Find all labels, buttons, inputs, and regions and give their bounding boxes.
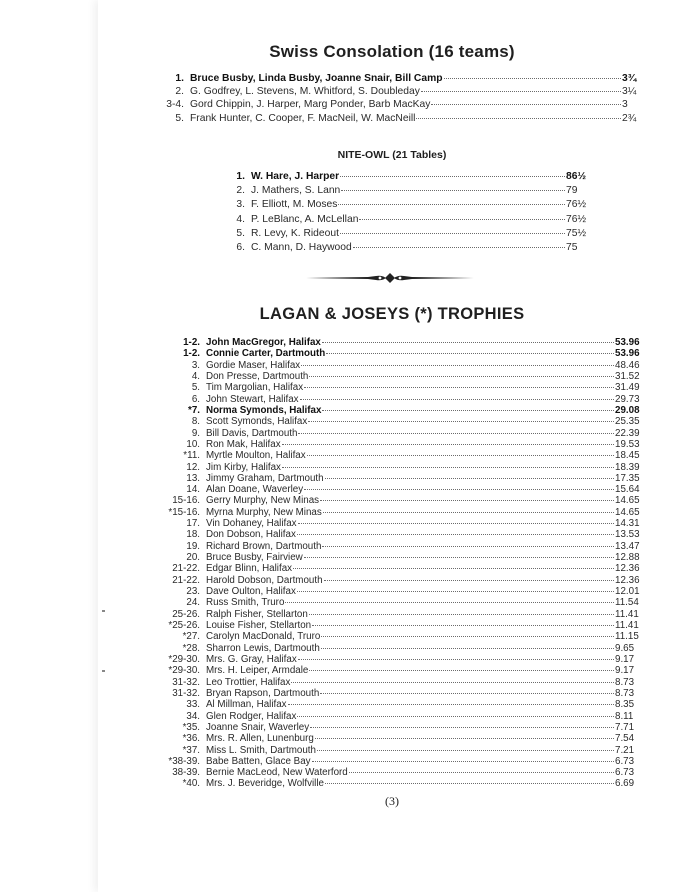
- result-row: [222, 171, 592, 183]
- result-row: [152, 711, 644, 723]
- result-score: 8.35: [615, 699, 635, 711]
- result-row: [152, 722, 644, 734]
- result-row: [152, 99, 644, 111]
- result-row: [152, 416, 644, 428]
- result-name: Jimmy Graham, Dartmouth: [206, 472, 324, 484]
- result-score: 48.46: [615, 359, 640, 371]
- result-score: 18.45: [615, 450, 640, 462]
- result-name: Mrs. H. Leiper, Armdale: [206, 665, 309, 677]
- result-row: [152, 484, 644, 496]
- result-name: Bernie MacLeod, New Waterford: [206, 767, 348, 779]
- dot-leader: [297, 716, 614, 717]
- result-rank: 38-39.: [172, 767, 200, 779]
- dot-leader: [301, 365, 614, 366]
- result-rank: 10.: [186, 438, 200, 450]
- result-row: [152, 462, 644, 474]
- dot-leader: [312, 761, 614, 762]
- result-score: 31.52: [615, 370, 640, 382]
- result-score: 75: [566, 242, 578, 253]
- dot-leader: [297, 534, 614, 535]
- result-name: G. Godfrey, L. Stevens, M. Whitford, S. Doubleday: [190, 86, 420, 98]
- result-row: [152, 597, 644, 609]
- result-row: [152, 552, 644, 564]
- scan-mark: [102, 610, 105, 612]
- result-rank: 1.: [175, 73, 184, 84]
- dot-leader: [300, 399, 614, 400]
- result-score: 14.65: [615, 495, 640, 507]
- result-name: Joanne Snair, Waverley: [206, 721, 310, 733]
- result-rank: 6.: [191, 393, 200, 405]
- result-rank: 21-22.: [172, 563, 200, 575]
- result-rank: 33.: [186, 699, 200, 711]
- result-rank: *29-30.: [168, 653, 200, 665]
- result-rank: 8.: [191, 416, 200, 428]
- result-row: [152, 620, 644, 632]
- result-row: [152, 677, 644, 689]
- result-row: [152, 371, 644, 383]
- result-name: P. LeBlanc, A. McLellan: [251, 213, 359, 225]
- result-rank: 19.: [186, 540, 200, 552]
- result-row: [152, 473, 644, 485]
- result-name: Norma Symonds, Halifax: [206, 404, 322, 416]
- result-rank: *7.: [188, 404, 200, 416]
- result-score: 53.96: [615, 337, 640, 348]
- lagan-joseys-title: LAGAN & JOSEYS (*) TROPHIES: [259, 305, 525, 323]
- result-name: R. Levy, K. Rideout: [251, 227, 339, 239]
- result-name: Mrs. J. Beveridge, Wolfville: [206, 778, 324, 790]
- dot-leader: [338, 204, 565, 205]
- section-divider-ornament: [306, 272, 474, 284]
- result-score: 75½: [566, 227, 587, 239]
- result-name: John MacGregor, Halifax: [206, 337, 321, 348]
- result-score: 11.41: [615, 620, 639, 631]
- result-row: [152, 631, 644, 643]
- result-row: [222, 242, 592, 254]
- result-score: 11.15: [615, 631, 639, 643]
- result-score: 14.31: [615, 518, 640, 530]
- result-name: Tim Margolian, Halifax: [206, 382, 304, 394]
- result-score: 3¼: [622, 86, 637, 98]
- result-score: 12.01: [615, 586, 640, 598]
- result-row: [152, 575, 644, 587]
- result-name: Russ Smith, Truro: [206, 597, 285, 609]
- dot-leader: [298, 523, 614, 524]
- result-name: Gordie Maser, Halifax: [206, 359, 301, 371]
- dot-leader: [298, 659, 614, 660]
- result-row: [152, 73, 644, 85]
- result-row: [152, 507, 644, 519]
- result-score: 25.35: [615, 416, 640, 428]
- result-rank: 24.: [186, 597, 200, 609]
- result-name: Mrs. G. Gray, Halifax: [206, 653, 297, 665]
- result-row: [152, 518, 644, 530]
- result-rank: 20.: [186, 552, 200, 564]
- dot-leader: [323, 512, 614, 513]
- dot-leader: [321, 636, 614, 637]
- result-rank: 34.: [186, 710, 200, 722]
- result-score: 3¾: [622, 73, 637, 84]
- dot-leader: [421, 91, 621, 92]
- result-row: [152, 405, 644, 417]
- result-score: 7.71: [615, 721, 635, 733]
- dot-leader: [315, 738, 614, 739]
- result-row: [222, 185, 592, 197]
- result-score: 29.73: [615, 393, 640, 405]
- result-name: John Stewart, Halifax: [206, 393, 299, 405]
- dot-leader: [309, 376, 614, 377]
- dot-leader: [309, 670, 614, 671]
- dot-leader: [322, 410, 614, 411]
- dot-leader: [291, 682, 614, 683]
- result-row: [152, 665, 644, 677]
- result-row: [152, 756, 644, 768]
- result-score: 8.73: [615, 687, 635, 699]
- result-score: 7.21: [615, 744, 635, 756]
- result-rank: 3.: [191, 359, 200, 371]
- dot-leader: [320, 693, 614, 694]
- dot-leader: [309, 614, 614, 615]
- dot-leader: [353, 247, 565, 248]
- dot-leader: [298, 433, 614, 434]
- result-score: 2¾: [622, 112, 637, 124]
- result-score: 3: [622, 99, 628, 111]
- result-row: [152, 778, 644, 790]
- result-name: W. Hare, J. Harper: [251, 171, 340, 182]
- dot-leader: [308, 421, 614, 422]
- result-name: Scott Symonds, Halifax: [206, 416, 308, 428]
- result-rank: 4.: [191, 370, 200, 382]
- swiss-consolation-title: Swiss Consolation (16 teams): [269, 42, 515, 61]
- result-score: 11.54: [615, 597, 639, 609]
- result-name: Ron Mak, Halifax: [206, 438, 281, 450]
- result-rank: 1-2.: [183, 337, 200, 348]
- result-rank: 3-4.: [166, 99, 184, 111]
- dot-leader: [326, 353, 614, 354]
- page-number: (3): [385, 794, 399, 808]
- result-rank: 5.: [191, 382, 200, 394]
- dot-leader: [310, 727, 614, 728]
- result-rank: 6.: [236, 242, 245, 253]
- nite-owl-title: NITE-OWL (21 Tables): [337, 149, 447, 161]
- result-name: Louise Fisher, Stellarton: [206, 620, 312, 631]
- dot-leader: [282, 467, 614, 468]
- dot-leader: [285, 602, 614, 603]
- result-rank: *11.: [183, 450, 200, 462]
- result-score: 12.36: [615, 563, 640, 575]
- result-score: 15.64: [615, 484, 640, 496]
- result-row: [222, 228, 592, 240]
- result-rank: 13.: [186, 472, 200, 484]
- result-name: Connie Carter, Dartmouth: [206, 348, 326, 360]
- result-score: 12.88: [615, 552, 640, 564]
- result-name: Gerry Murphy, New Minas: [206, 495, 320, 507]
- dot-leader: [304, 557, 614, 558]
- result-name: Ralph Fisher, Stellarton: [206, 608, 308, 620]
- result-score: 9.65: [615, 642, 635, 654]
- result-row: [152, 733, 644, 745]
- result-name: Alan Doane, Waverley: [206, 484, 304, 496]
- result-row: [152, 529, 644, 541]
- dot-leader: [282, 444, 614, 445]
- dot-leader: [416, 118, 621, 119]
- result-rank: *28.: [182, 642, 200, 654]
- result-score: 6.73: [615, 767, 635, 779]
- result-score: 79: [566, 185, 578, 197]
- result-score: 6.73: [615, 755, 635, 767]
- result-score: 7.54: [615, 733, 635, 745]
- result-score: 22.39: [615, 427, 640, 439]
- result-row: [152, 643, 644, 655]
- result-name: Al Millman, Halifax: [206, 699, 287, 711]
- result-name: Harold Dobson, Dartmouth: [206, 574, 323, 586]
- result-name: Myrna Murphy, New Minas: [206, 506, 322, 518]
- result-name: Vin Dohaney, Halifax: [206, 518, 297, 530]
- result-score: 12.36: [615, 574, 640, 586]
- dot-leader: [431, 104, 621, 105]
- result-row: [152, 495, 644, 507]
- result-rank: 25-26.: [172, 608, 200, 620]
- result-rank: 15-16.: [172, 495, 200, 507]
- result-rank: *38-39.: [168, 755, 200, 767]
- result-row: [152, 654, 644, 666]
- result-score: 53.96: [615, 348, 640, 360]
- result-rank: 4.: [236, 213, 245, 225]
- dot-leader: [317, 750, 614, 751]
- result-rank: *25-26.: [168, 620, 200, 631]
- result-name: Myrtle Moulton, Halifax: [206, 450, 306, 462]
- result-name: Carolyn MacDonald, Truro: [206, 631, 321, 643]
- result-rank: 31-32.: [172, 687, 200, 699]
- result-score: 8.11: [615, 710, 634, 722]
- result-row: [152, 688, 644, 700]
- result-rank: 18.: [186, 529, 200, 541]
- result-rank: 1.: [236, 171, 245, 182]
- dot-leader: [312, 625, 614, 626]
- result-score: 8.73: [615, 676, 635, 688]
- result-name: Leo Trottier, Halifax: [206, 676, 291, 688]
- dot-leader: [322, 546, 614, 547]
- result-row: [152, 439, 644, 451]
- result-rank: 12.: [186, 461, 200, 473]
- dot-leader: [304, 387, 614, 388]
- result-name: Bryan Rapson, Dartmouth: [206, 687, 320, 699]
- result-name: Bill Davis, Dartmouth: [206, 427, 298, 439]
- result-row: [152, 382, 644, 394]
- result-name: J. Mathers, S. Lann: [251, 185, 341, 197]
- result-name: Sharron Lewis, Dartmouth: [206, 642, 320, 654]
- result-rank: 23.: [186, 586, 200, 598]
- result-row: [152, 348, 644, 360]
- result-rank: *29-30.: [168, 665, 200, 677]
- dot-leader: [325, 783, 614, 784]
- result-rank: 31-32.: [172, 676, 200, 688]
- dot-leader: [324, 580, 614, 581]
- dot-leader: [325, 478, 614, 479]
- result-name: Mrs. R. Allen, Lunenburg: [206, 733, 314, 745]
- result-name: Edgar Blinn, Halifax: [206, 563, 293, 575]
- result-row: [152, 699, 644, 711]
- result-row: [152, 563, 644, 575]
- dot-leader: [307, 455, 614, 456]
- result-rank: 17.: [186, 518, 200, 530]
- dot-leader: [341, 190, 565, 191]
- dot-leader: [359, 219, 565, 220]
- result-rank: *27.: [182, 631, 200, 643]
- result-row: [152, 394, 644, 406]
- result-name: Bruce Busby, Fairview: [206, 552, 303, 564]
- result-name: Bruce Busby, Linda Busby, Joanne Snair, Bill Camp: [190, 73, 443, 84]
- result-score: 6.69: [615, 778, 635, 790]
- result-rank: 3.: [236, 199, 245, 211]
- result-name: Gord Chippin, J. Harper, Marg Ponder, Barb MacKay: [190, 99, 431, 111]
- result-rank: 21-22.: [172, 574, 200, 586]
- result-name: Glen Rodger, Halifax: [206, 710, 297, 722]
- result-name: Jim Kirby, Halifax: [206, 461, 281, 473]
- result-score: 17.35: [615, 472, 640, 484]
- result-name: Don Presse, Dartmouth: [206, 370, 309, 382]
- result-score: 19.53: [615, 438, 640, 450]
- dot-leader: [444, 78, 621, 79]
- dot-leader: [288, 704, 614, 705]
- result-row: [222, 199, 592, 211]
- result-row: [152, 609, 644, 621]
- result-rank: 2.: [236, 185, 245, 197]
- result-score: 9.17: [615, 653, 635, 665]
- result-name: C. Mann, D. Haywood: [251, 242, 352, 253]
- dot-leader: [293, 568, 614, 569]
- result-score: 14.65: [615, 506, 640, 518]
- result-score: 18.39: [615, 461, 640, 473]
- dot-leader: [297, 591, 614, 592]
- result-row: [152, 86, 644, 98]
- dot-leader: [349, 772, 614, 773]
- result-name: Babe Batten, Glace Bay: [206, 755, 311, 767]
- result-rank: 14.: [186, 484, 200, 496]
- result-rank: 1-2.: [183, 348, 200, 360]
- result-name: Don Dobson, Halifax: [206, 529, 296, 541]
- result-rank: *15-16.: [168, 506, 200, 518]
- dot-leader: [340, 233, 565, 234]
- result-row: [152, 450, 644, 462]
- result-row: [152, 113, 644, 125]
- result-score: 29.08: [615, 404, 640, 416]
- result-rank: 2.: [175, 86, 184, 98]
- result-row: [152, 586, 644, 598]
- dot-leader: [322, 342, 614, 343]
- result-name: Richard Brown, Dartmouth: [206, 540, 322, 552]
- result-rank: *35.: [182, 721, 200, 733]
- result-row: [152, 360, 644, 372]
- result-rank: 5.: [175, 112, 184, 124]
- result-score: 13.47: [615, 540, 640, 552]
- result-rank: *37.: [182, 744, 200, 756]
- result-row: [152, 428, 644, 440]
- dot-leader: [320, 500, 614, 501]
- result-name: Dave Oulton, Halifax: [206, 586, 296, 598]
- result-row: [152, 767, 644, 779]
- result-name: F. Elliott, M. Moses: [251, 199, 338, 211]
- result-rank: *36.: [182, 733, 200, 745]
- result-score: 76½: [566, 199, 587, 211]
- result-score: 11.41: [615, 608, 639, 620]
- dot-leader: [340, 176, 565, 177]
- result-score: 31.49: [615, 382, 640, 394]
- result-rank: 5.: [236, 227, 245, 239]
- result-score: 76½: [566, 213, 587, 225]
- result-score: 13.53: [615, 529, 640, 541]
- result-row: [152, 337, 644, 349]
- result-row: [222, 214, 592, 226]
- result-row: [152, 541, 644, 553]
- result-score: 9.17: [615, 665, 635, 677]
- result-rank: 9.: [191, 427, 200, 439]
- scan-mark: [102, 670, 105, 672]
- dot-leader: [321, 648, 614, 649]
- result-score: 86½: [566, 171, 587, 182]
- result-row: [152, 745, 644, 757]
- result-name: Miss L. Smith, Dartmouth: [206, 744, 316, 756]
- dot-leader: [304, 489, 614, 490]
- result-rank: *40.: [182, 778, 200, 790]
- result-name: Frank Hunter, C. Cooper, F. MacNeil, W. MacNeill: [190, 112, 416, 124]
